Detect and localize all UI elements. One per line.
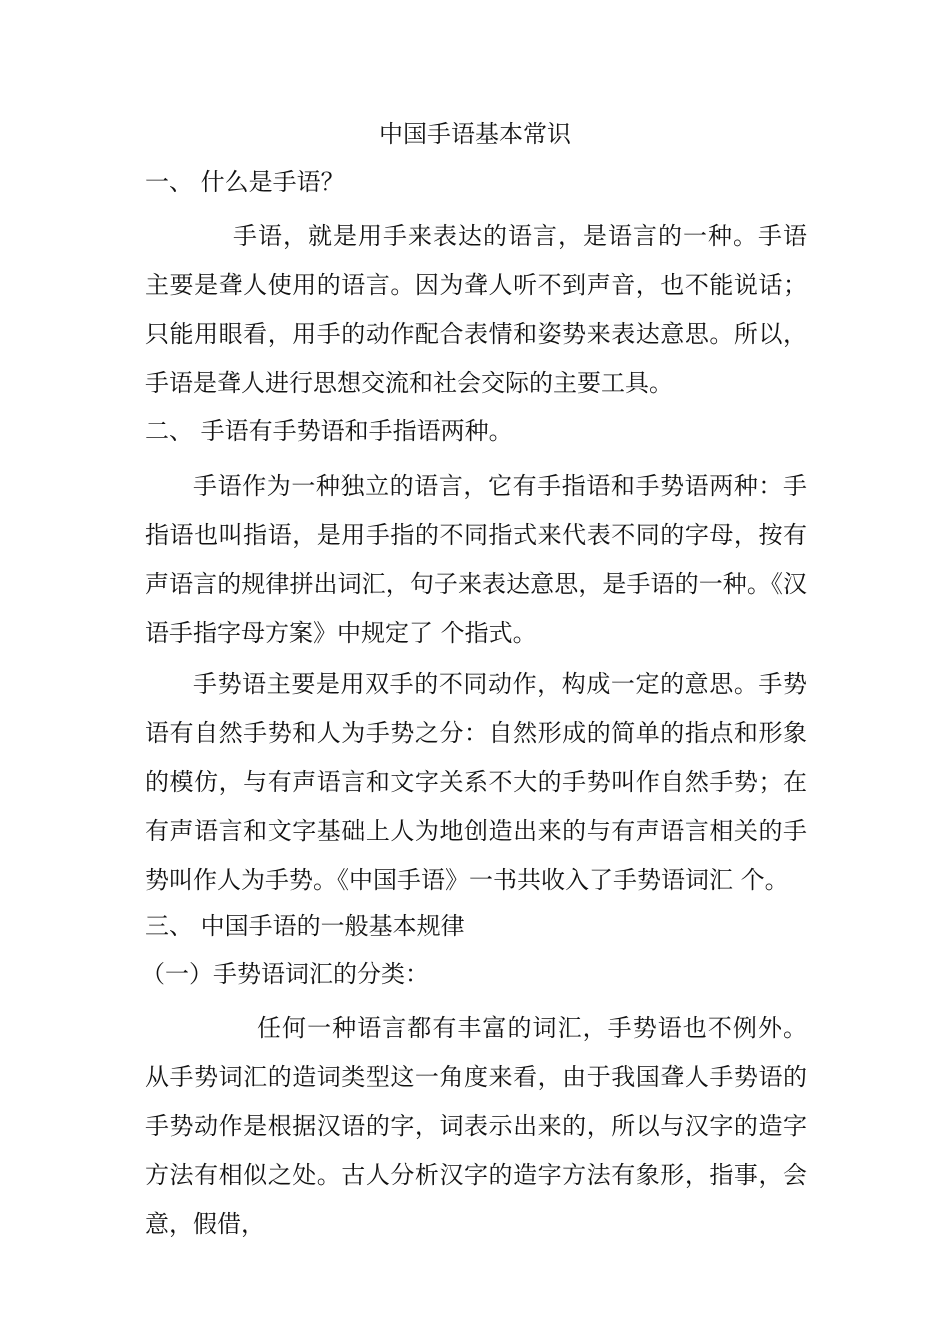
section3-subheading: （一）手势语词汇的分类： — [141, 960, 429, 988]
section2-paragraph-2: 手势语主要是用双手的不同动作，构成一定的意思。手势语有自然手势和人为手势之分：自然形成的简单的指点和形象的模仿，与有声语言和文字关系不大的手势叫作自然手势；在有声语言和文字基础上人为地创造出来的与有声语言相关的手势叫作人为手势。《中国手语》一书共收入了手势语词汇 个。 — [145, 670, 807, 894]
section2-heading: 二、 手语有手势语和手指语两种。 — [145, 417, 513, 445]
section1-paragraph: 手语，就是用手来表达的语言，是语言的一种。手语主要是聋人使用的语言。因为聋人听不到声音，也不能说话；只能用眼看，用手的动作配合表情和姿势来表达意思。所以，手语是聋人进行思想交流和社会交际的主要工具。 — [145, 222, 807, 397]
section1-heading: 一、 什么是手语？ — [145, 168, 345, 196]
section2-paragraph-1: 手语作为一种独立的语言，它有手指语和手势语两种：手指语也叫指语，是用手指的不同指式来代表不同的字母，按有声语言的规律拼出词汇，句子来表达意思，是手语的一种。《汉语手指字母方案》中规定了 个指式。 — [145, 472, 807, 647]
document-title: 中国手语基本常识 — [379, 120, 571, 148]
section3-heading: 三、 中国手语的一般基本规律 — [145, 912, 465, 940]
section3-paragraph: 任何一种语言都有丰富的词汇，手势语也不例外。从手势词汇的造词类型这一角度来看，由于我国聋人手势语的手势动作是根据汉语的字，词表示出来的，所以与汉字的造字方法有相似之处。古人分析汉字的造字方法有象形，指事，会意，假借， — [145, 1014, 807, 1238]
